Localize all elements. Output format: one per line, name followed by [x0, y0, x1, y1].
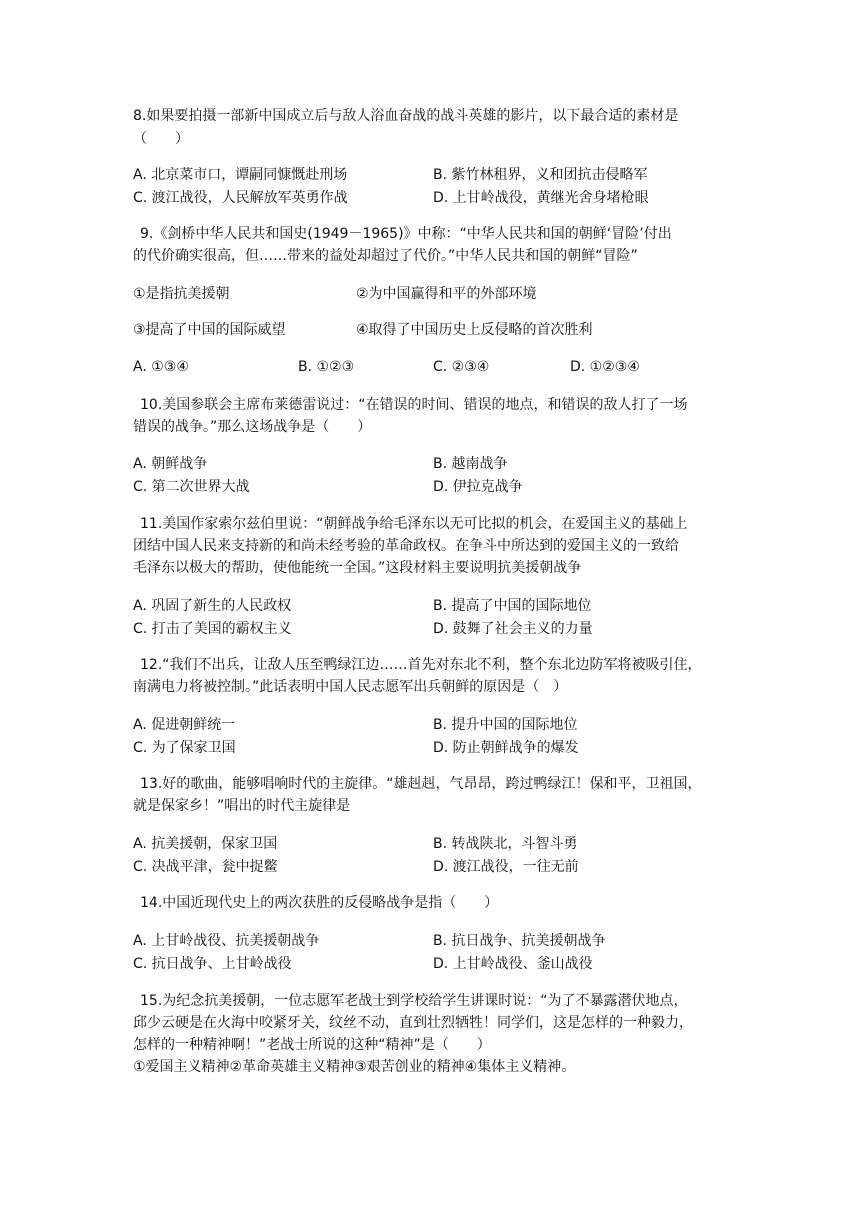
option-a: A. ①③④: [133, 359, 189, 375]
option-a: A. 上甘岭战役、抗美援朝战争: [133, 933, 320, 949]
question-stem-line: 13.好的歌曲，能够唱响时代的主旋律。“雄赳赳，气昂昂，跨过鸭绿江！保和平，卫祖国，: [140, 776, 702, 792]
option-c: C. 渡江战役，人民解放军英勇作战: [133, 190, 348, 206]
option-c: C. ②③④: [433, 359, 490, 375]
statement-4: ④取得了中国历史上反侵略的首次胜利: [356, 322, 593, 338]
question-stem-line: 错误的战争。”那么这场战争是（ ）: [133, 419, 372, 435]
question-stem-line: 11.美国作家索尔兹伯里说：“朝鲜战争给毛泽东以无可比拟的机会，在爱国主义的基础上: [140, 516, 688, 532]
option-d: D. 防止朝鲜战争的爆发: [433, 740, 579, 756]
option-d: D. 伊拉克战争: [433, 479, 523, 495]
statement-1: ①是指抗美援朝: [133, 286, 230, 302]
option-b: B. 越南战争: [433, 456, 508, 472]
question-stem-line: 14.中国近现代史上的两次获胜的反侵略战争是指（ ）: [140, 895, 499, 911]
option-a: A. 促进朝鲜统一: [133, 717, 236, 733]
question-stem-line: 邱少云硬是在火海中咬紧牙关，纹丝不动，直到壮烈牺牲！同学们，这是怎样的一种毅力，: [133, 1015, 693, 1031]
option-d: D. 鼓舞了社会主义的力量: [433, 621, 593, 637]
question-stem-line: 10.美国参联会主席布莱德雷说过：“在错误的时间、错误的地点，和错误的敌人打了一场: [140, 397, 688, 413]
option-d: D. ①②③④: [570, 359, 640, 375]
question-stem-line: 8.如果要拍摄一部新中国成立后与敌人浴血奋战的战斗英雄的影片，以下最合适的素材是: [133, 108, 679, 124]
option-b: B. 紫竹林租界，义和团抗击侵略军: [433, 167, 648, 183]
question-stem-line: 团结中国人民来支持新的和尚未经考验的革命政权。在争斗中所达到的爱国主义的一致给: [133, 538, 679, 554]
question-stem-line: ①爱国主义精神②革命英雄主义精神③艰苦创业的精神④集体主义精神。: [133, 1059, 576, 1075]
option-b: B. 提高了中国的国际地位: [433, 598, 592, 614]
question-stem-line: 就是保家乡！”唱出的时代主旋律是: [133, 798, 351, 814]
question-stem-line: 南满电力将被控制。”此话表明中国人民志愿军出兵朝鲜的原因是（ ）: [133, 679, 568, 695]
question-stem-line: 9.《剑桥中华人民共和国史(1949－1965)》中称：“中华人民共和国的朝鲜‘冒险’付出: [140, 226, 672, 242]
statement-3: ③提高了中国的国际威望: [133, 322, 286, 338]
option-a: A. 抗美援朝，保家卫国: [133, 836, 278, 852]
option-b: B. 抗日战争、抗美援朝战争: [433, 933, 606, 949]
question-stem-line: （ ）: [133, 131, 189, 147]
question-stem-line: 15.为纪念抗美援朝，一位志愿军老战士到学校给学生讲课时说：“为了不暴露潜伏地点，: [140, 993, 688, 1009]
option-c: C. 打击了美国的霸权主义: [133, 621, 292, 637]
statement-2: ②为中国赢得和平的外部环境: [356, 286, 537, 302]
question-stem-line: 毛泽东以极大的帮助，使他能统一全国。”这段材料主要说明抗美援朝战争: [133, 560, 582, 576]
option-d: D. 上甘岭战役、釜山战役: [433, 956, 593, 972]
option-d: D. 上甘岭战役，黄继光舍身堵枪眼: [433, 190, 649, 206]
question-stem-line: 的代价确实很高，但……带来的益处却超过了代价。”中华人民共和国的朝鲜“冒险”: [133, 248, 638, 264]
option-b: B. ①②③: [298, 359, 355, 375]
question-stem-line: 怎样的一种精神啊！”老战士所说的这种“精神”是（ ）: [133, 1037, 491, 1053]
option-a: A. 北京菜市口，谭嗣同慷慨赴刑场: [133, 167, 348, 183]
option-c: C. 第二次世界大战: [133, 479, 250, 495]
option-d: D. 渡江战役，一往无前: [433, 859, 579, 875]
option-b: B. 转战陕北，斗智斗勇: [433, 836, 578, 852]
option-a: A. 巩固了新生的人民政权: [133, 598, 292, 614]
option-c: C. 决战平津，瓮中捉鳖: [133, 859, 278, 875]
option-b: B. 提升中国的国际地位: [433, 717, 578, 733]
option-c: C. 抗日战争、上甘岭战役: [133, 956, 292, 972]
option-c: C. 为了保家卫国: [133, 740, 236, 756]
question-stem-line: 12.“我们不出兵，让敌人压至鸭绿江边……首先对东北不利，整个东北边防军将被吸引住，: [140, 657, 702, 673]
option-a: A. 朝鲜战争: [133, 456, 208, 472]
